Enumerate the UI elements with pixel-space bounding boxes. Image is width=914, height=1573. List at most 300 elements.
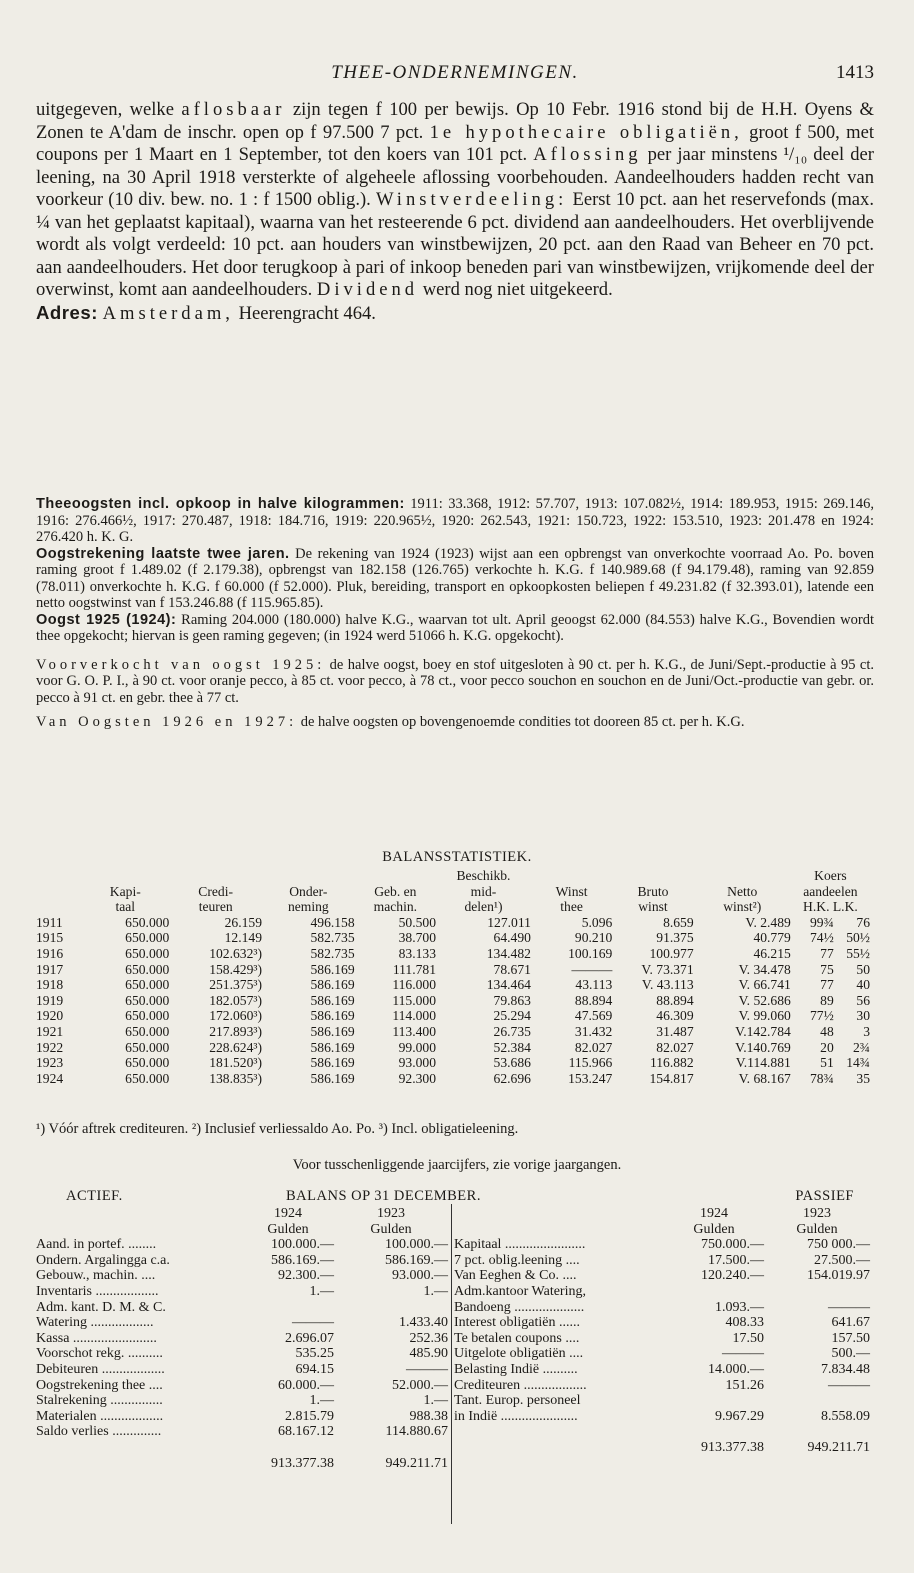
- year-header: 1924: [274, 1206, 302, 1221]
- amount-cell: 17.50: [732, 1330, 764, 1346]
- item-label: Stalrekening ...............: [36, 1393, 163, 1409]
- table-cell: 48: [820, 1023, 834, 1039]
- table-cell: 650.000: [125, 914, 170, 930]
- page-title: THEE-ONDERNEMINGEN.: [331, 62, 579, 83]
- table-cell: 31.432: [574, 1023, 613, 1039]
- table-cell: 172.060³): [209, 1008, 262, 1024]
- table-cell: 650.000: [125, 992, 170, 1008]
- unit-header: Gulden: [267, 1221, 309, 1237]
- amount-cell: 100.000.—: [385, 1237, 448, 1253]
- table-cell: V. 99.060: [738, 1008, 791, 1024]
- column-header: winst²): [723, 899, 762, 915]
- table-cell: 134.482: [486, 945, 531, 961]
- column-header: [81, 868, 169, 884]
- table-cell: 77: [820, 977, 834, 993]
- table-cell: 5.096: [581, 914, 613, 930]
- item-label: Van Eeghen & Co. ....: [454, 1268, 577, 1284]
- address-city: Amsterdam,: [102, 302, 234, 324]
- year-cell: 1918: [36, 977, 64, 993]
- amount-cell: 988.38: [409, 1408, 448, 1424]
- column-header: taal: [115, 899, 136, 915]
- column-header: Netto: [727, 883, 758, 899]
- future-harvest-paragraph: [36, 714, 874, 731]
- amount-cell: 114.880.67: [385, 1424, 448, 1440]
- table-cell: 650.000: [125, 1070, 170, 1086]
- text-span: groot f 500, met coupons per 1 Maart en 1 September, tot den koers van 101 pct.: [36, 121, 874, 165]
- text-span: per jaar minstens ¹/₁₀ deel der leening, na 30 April 1918 versterkte of algeheele aflossing voorbehouden. Aandeelhouders hadden recht van voorkeur (10 div. bew. no. 1 : f 1500 oblig.).: [36, 144, 874, 210]
- amount-cell: 7.834.48: [821, 1361, 870, 1377]
- column-header: delen¹): [464, 899, 503, 915]
- column-header: teuren: [198, 899, 233, 915]
- amount-cell: 100.000.—: [271, 1237, 334, 1253]
- amount-cell: 2.696.07: [285, 1330, 334, 1346]
- table-cell: 50½: [846, 930, 870, 946]
- amount-cell: [664, 1393, 764, 1409]
- amount-cell: 535.25: [295, 1346, 334, 1362]
- table-cell: 46.309: [656, 1008, 694, 1024]
- table-row: [36, 1237, 448, 1253]
- year-header: 1924: [700, 1206, 728, 1221]
- table-row: [454, 1409, 870, 1425]
- header-row: [36, 868, 870, 884]
- header-row: [36, 1222, 448, 1238]
- running-header: [36, 62, 874, 86]
- table-cell: V. 34.478: [738, 961, 791, 977]
- item-label: in Indië ......................: [454, 1408, 578, 1424]
- amount-cell: 27.500.—: [814, 1252, 870, 1268]
- spaced-term: Voorverkocht van oogst 1925:: [36, 656, 326, 673]
- amount-cell: 500.—: [831, 1346, 870, 1362]
- amount-cell: 252.36: [409, 1330, 448, 1346]
- total-row: [454, 1440, 870, 1456]
- text-span: zijn tegen: [285, 99, 376, 120]
- blank-cell: [454, 1222, 664, 1238]
- table-cell: 138.835³): [209, 1070, 262, 1086]
- table-cell: 3: [863, 1023, 870, 1039]
- footnotes: ¹) Vóór aftrek crediteuren. ²) Inclusief verliessaldo Ao. Po. ³) Incl. obligatieleening.: [36, 1121, 519, 1137]
- table-cell: 77: [820, 945, 834, 961]
- column-header: [36, 884, 81, 900]
- table-row: [454, 1378, 870, 1394]
- table-cell: 82.027: [574, 1039, 613, 1055]
- assets-table: [36, 1206, 448, 1471]
- table-cell: 251.375³): [209, 977, 262, 993]
- liabilities-table: [454, 1206, 870, 1456]
- table-cell: V. 73.371: [641, 961, 694, 977]
- column-header: mid-: [470, 883, 497, 899]
- table-cell: 40: [856, 977, 870, 993]
- amount-cell: [664, 1284, 764, 1300]
- item-label: Bandoeng ....................: [454, 1299, 585, 1315]
- total-cell: 913.377.38: [271, 1455, 334, 1471]
- table-cell: 586.169: [310, 977, 355, 993]
- blank-cell: [454, 1440, 664, 1456]
- table-cell: 100.169: [568, 945, 613, 961]
- table-cell: 496.158: [310, 914, 355, 930]
- balance-title: BALANS OP 31 DECEMBER.: [286, 1188, 481, 1204]
- amount-cell: 68.167.12: [278, 1424, 334, 1440]
- item-label: Oogstrekening thee ....: [36, 1377, 163, 1393]
- table-row: [36, 1300, 448, 1316]
- total-cell: 949.211.71: [807, 1439, 870, 1455]
- table-cell: 586.169: [310, 1055, 355, 1071]
- table-row: [36, 1040, 870, 1056]
- table-cell: 90.210: [574, 930, 613, 946]
- amount-cell: 92.300.—: [278, 1268, 334, 1284]
- table-cell: 78¾: [809, 1070, 834, 1086]
- amount-cell: 8.558.09: [821, 1408, 870, 1424]
- table-cell: 75: [820, 961, 834, 977]
- table-cell: 582.735: [310, 945, 355, 961]
- table-row: [36, 962, 870, 978]
- total-cell: 913.377.38: [701, 1439, 764, 1455]
- item-label: Ondern. Argalingga c.a.: [36, 1252, 170, 1268]
- table-cell: 8.659: [663, 914, 694, 930]
- total-row: [36, 1456, 448, 1472]
- item-label: Gebouw., machin. ....: [36, 1268, 156, 1284]
- amount-cell: 1.—: [423, 1283, 448, 1299]
- column-header: [694, 868, 791, 884]
- column-header: [36, 899, 81, 915]
- table-cell: 76: [856, 914, 870, 930]
- table-cell: 14¾: [846, 1055, 870, 1071]
- item-label: Debiteuren ..................: [36, 1361, 165, 1377]
- year-cell: 1911: [36, 914, 63, 930]
- table-cell: 650.000: [125, 1055, 170, 1071]
- table-cell: 38.700: [398, 930, 437, 946]
- table-row: [36, 915, 870, 931]
- table-cell: 586.169: [310, 1023, 355, 1039]
- item-label: Kassa ........................: [36, 1330, 157, 1346]
- table-cell: 25.294: [493, 1008, 531, 1024]
- column-header: Beschikb.: [456, 868, 511, 883]
- item-label: Saldo verlies ..............: [36, 1424, 162, 1440]
- table-cell: 35: [856, 1070, 870, 1086]
- table-row: [36, 1284, 448, 1300]
- table-cell: 114.000: [392, 1008, 437, 1024]
- amount-cell: ———: [406, 1361, 448, 1377]
- harvest-account-paragraph: [36, 546, 874, 612]
- column-header: Koers: [814, 868, 847, 883]
- table-cell: 26.159: [224, 914, 262, 930]
- item-label: Interest obligatiën ......: [454, 1315, 580, 1331]
- column-header: Onder-: [289, 883, 328, 899]
- spacer-cell: [454, 1424, 664, 1440]
- amount-cell: 2.815.79: [285, 1408, 334, 1424]
- item-label: Adm. kant. D. M. & C.: [36, 1299, 166, 1315]
- amount-cell: 641.67: [831, 1315, 870, 1331]
- item-label: 7 pct. oblig.leening ....: [454, 1252, 580, 1268]
- table-cell: V.142.784: [735, 1023, 791, 1039]
- column-header: Credi-: [198, 883, 234, 899]
- spacer-row: [36, 1440, 448, 1456]
- table-cell: V. 43.113: [641, 977, 694, 993]
- text-span: werd nog niet uitgekeerd.: [418, 279, 613, 300]
- table-cell: 31.487: [656, 1023, 694, 1039]
- table-cell: ———: [571, 961, 613, 977]
- item-label: Crediteuren ..................: [454, 1377, 587, 1393]
- table-cell: 116.000: [392, 977, 437, 993]
- item-label: Uitgelote obligatiën ....: [454, 1346, 584, 1362]
- column-header: winst: [638, 899, 668, 915]
- table-cell: 43.113: [575, 977, 613, 993]
- table-cell: 586.169: [310, 961, 355, 977]
- table-row: [36, 1024, 870, 1040]
- table-cell: 20: [820, 1039, 834, 1055]
- table-cell: 89: [820, 992, 834, 1008]
- text-span: De rekening van 1924 (1923) wijst aan een opbrengst van onverkochte voorraad Ao. Po. boven raming groot f 1.489.02 (f 2.179.38), opbrengst van 182.158 (126.765) verkochte h. K.G. f 140.989.68 (f 94.179.48), raming van 92.859 (78.011) onverkochte h. K.G. f 60.000 (f 52.000). Pluk, bereiding, transport en opkoopkosten beliepen f 49.231.82 (f 32.393.01), latende een netto oogstwinst van f 153.246.88 (f 115.965.85).: [36, 545, 874, 611]
- year-cell: 1915: [36, 930, 64, 946]
- table-row: [454, 1315, 870, 1331]
- amount-cell: 60.000.—: [278, 1377, 334, 1393]
- page-number: 1413: [836, 62, 874, 83]
- table-row: [36, 1393, 448, 1409]
- year-cell: 1919: [36, 992, 64, 1008]
- item-label: Belasting Indië ..........: [454, 1361, 578, 1377]
- table-row: [36, 930, 870, 946]
- table-cell: 182.057³): [209, 992, 262, 1008]
- table-row: [36, 1071, 870, 1087]
- amount-cell: 157.50: [831, 1330, 870, 1346]
- table-cell: 586.169: [310, 1070, 355, 1086]
- table-cell: 181.520³): [209, 1055, 262, 1071]
- table-row: [36, 1315, 448, 1331]
- table-cell: 88.894: [574, 992, 613, 1008]
- year-cell: 1923: [36, 1055, 64, 1071]
- table-cell: 92.300: [398, 1070, 437, 1086]
- table-cell: 100.977: [649, 945, 694, 961]
- table-cell: 55½: [846, 945, 870, 961]
- table-row: [36, 1008, 870, 1024]
- table-cell: 217.893³): [209, 1023, 262, 1039]
- table-cell: 50: [856, 961, 870, 977]
- table-row: [36, 1268, 448, 1284]
- table-cell: 99¾: [809, 914, 834, 930]
- assets-label: ACTIEF.: [66, 1188, 123, 1204]
- table-row: [454, 1331, 870, 1347]
- column-header: Bruto: [637, 883, 669, 899]
- amount-cell: ———: [828, 1377, 870, 1393]
- amount-cell: 750 000.—: [807, 1237, 870, 1253]
- table-cell: V. 68.167: [738, 1070, 791, 1086]
- amount-cell: 586.169.—: [385, 1252, 448, 1268]
- table-cell: 82.027: [656, 1039, 694, 1055]
- balance-statistics-table: [36, 868, 870, 1086]
- table-row: [36, 1378, 448, 1394]
- table-cell: 650.000: [125, 977, 170, 993]
- table-row: [36, 1331, 448, 1347]
- table-cell: 99.000: [398, 1039, 437, 1055]
- spaced-term: 1e hypothecaire obligatiën,: [429, 121, 743, 143]
- year-header: 1923: [803, 1206, 831, 1221]
- year-cell: 1921: [36, 1023, 64, 1039]
- table-cell: 586.169: [310, 992, 355, 1008]
- amount-cell: ———: [828, 1299, 870, 1315]
- table-cell: 2¾: [853, 1039, 870, 1055]
- table-cell: 650.000: [125, 1039, 170, 1055]
- column-header: [531, 868, 612, 884]
- text-span: Raming 204.000 (180.000) halve K.G., waarvan tot ult. April geoogst 62.000 (84.553) halve K.G., Bovendien wordt thee opgekocht; hiervan is geen raming gegeven; (in 1924 werd 51066 h. K.G. opgekocht).: [36, 611, 874, 644]
- address-line: [36, 302, 874, 326]
- table-cell: 650.000: [125, 945, 170, 961]
- amount-cell: 694.15: [295, 1361, 334, 1377]
- column-header: Geb. en: [374, 883, 417, 899]
- spaced-term: Winstverdeeling:: [375, 189, 568, 210]
- table-cell: 586.169: [310, 1039, 355, 1055]
- amount-cell: 750.000.—: [701, 1237, 764, 1253]
- amount-cell: [764, 1284, 870, 1300]
- text-span: 1911: 33.368, 1912: 57.707, 1913: 107.082½, 1914: 189.953, 1915: 269.146, 1916: 276.466½, 1917: 270.487, 1918: 184.716, 1919: 220.965½, 1920: 262.543, 1921: 150.723, 1922: 153.510, 1923: 201.478 en 1924: 276.420 h. K. G.: [36, 496, 874, 545]
- table-row: [454, 1362, 870, 1378]
- spaced-term: aflosbaar: [181, 99, 286, 120]
- column-header: aandeelen: [803, 883, 858, 899]
- section-label: Oogstrekening laatste twee jaren.: [36, 545, 290, 562]
- column-header: neming: [287, 899, 329, 915]
- table-cell: 650.000: [125, 1023, 170, 1039]
- table-cell: 111.781: [392, 961, 437, 977]
- main-text: [36, 99, 874, 325]
- table-cell: 116.882: [649, 1055, 694, 1071]
- table-row: [36, 1055, 870, 1071]
- table-row: [36, 977, 870, 993]
- table-row: [36, 946, 870, 962]
- header-row: [454, 1222, 870, 1238]
- table-cell: 64.490: [493, 930, 531, 946]
- table-row: [36, 1362, 448, 1378]
- text-span: uitgegeven, welke: [36, 99, 182, 120]
- table-cell: 62.696: [493, 1070, 531, 1086]
- table-cell: 650.000: [125, 930, 170, 946]
- amount-cell: 17.500.—: [708, 1252, 764, 1268]
- table-row: [454, 1268, 870, 1284]
- table-cell: 228.624³): [209, 1039, 262, 1055]
- column-header: thee: [560, 899, 583, 915]
- item-label: Te betalen coupons ....: [454, 1330, 580, 1346]
- table-cell: 56: [856, 992, 870, 1008]
- amount-cell: [764, 1393, 870, 1409]
- table-cell: 88.894: [656, 992, 694, 1008]
- table-cell: 115.000: [392, 992, 437, 1008]
- table-row: [454, 1393, 870, 1409]
- table-cell: 83.133: [398, 945, 437, 961]
- table-cell: 52.384: [493, 1039, 531, 1055]
- section-label: Theeoogsten incl. opkoop in halve kilogrammen:: [36, 496, 405, 512]
- table-cell: 40.779: [753, 930, 791, 946]
- column-header: Winst: [555, 883, 588, 899]
- item-label: Watering ..................: [36, 1315, 154, 1331]
- column-header: Kapi-: [109, 883, 141, 899]
- column-header: machin.: [373, 899, 418, 915]
- column-header: [355, 868, 436, 884]
- spaced-term: Van Oogsten 1926 en 1927:: [36, 714, 298, 730]
- liabilities-label: PASSIEF: [795, 1188, 854, 1204]
- year-cell: 1924: [36, 1070, 64, 1086]
- blank-cell: [454, 1206, 664, 1222]
- table-cell: 78.671: [493, 961, 531, 977]
- text-span: f 100 per bewijs. Op 10 Febr. 1916 stond bij de H.H. Oyens & Zonen te A'dam de inschr. open op f 97.500 7 pct.: [36, 99, 875, 143]
- harvest-1925-paragraph: [36, 612, 874, 645]
- harvest-section: [36, 496, 874, 731]
- spaced-term: Aflossing: [533, 144, 642, 165]
- presold-paragraph: [36, 657, 874, 707]
- table-row: [36, 993, 870, 1009]
- amount-cell: [334, 1300, 448, 1316]
- table-cell: 127.011: [487, 914, 531, 930]
- column-header: [36, 868, 81, 884]
- table-row: [454, 1253, 870, 1269]
- amount-cell: 1.—: [309, 1393, 334, 1409]
- amount-cell: [242, 1300, 334, 1316]
- table-cell: 91.375: [656, 930, 694, 946]
- table-cell: V.140.769: [735, 1039, 791, 1055]
- table-cell: 115.966: [568, 1055, 613, 1071]
- table-cell: 582.735: [310, 930, 355, 946]
- amount-cell: 485.90: [409, 1346, 448, 1362]
- column-header: H.K. L.K.: [803, 899, 858, 915]
- year-cell: 1917: [36, 961, 64, 977]
- table-row: [454, 1284, 870, 1300]
- unit-header: Gulden: [796, 1221, 838, 1237]
- table-cell: 26.735: [493, 1023, 531, 1039]
- balance-header: [36, 1188, 874, 1206]
- table-cell: 53.686: [493, 1055, 531, 1071]
- amount-cell: 154.019.97: [807, 1268, 870, 1284]
- spaced-term: Dividend: [316, 279, 419, 300]
- table-row: [454, 1300, 870, 1316]
- table-row: [36, 1424, 448, 1440]
- table-cell: 650.000: [125, 1008, 170, 1024]
- balance-divider: [451, 1204, 452, 1524]
- previous-years-note: Voor tusschenliggende jaarcijfers, zie vorige jaargangen.: [292, 1157, 622, 1173]
- table-cell: V. 52.686: [738, 992, 791, 1008]
- table-cell: 650.000: [125, 961, 170, 977]
- address-street: Heerengracht 464.: [233, 302, 376, 324]
- unit-header: Gulden: [693, 1221, 735, 1237]
- amount-cell: 408.33: [725, 1315, 764, 1331]
- table-row: [36, 1409, 448, 1425]
- blank-cell: [36, 1222, 242, 1238]
- amount-cell: 1.093.—: [715, 1299, 764, 1315]
- spacer-row: [454, 1424, 870, 1440]
- table-cell: 74½: [809, 930, 834, 946]
- header-row: [36, 899, 870, 915]
- amount-cell: 151.26: [725, 1377, 764, 1393]
- amount-cell: 586.169.—: [271, 1252, 334, 1268]
- total-cell: 949.211.71: [385, 1455, 448, 1471]
- table-cell: 134.464: [486, 977, 531, 993]
- table-row: [454, 1346, 870, 1362]
- paragraph-terms: [36, 99, 874, 302]
- table-cell: 79.863: [493, 992, 531, 1008]
- table-cell: V. 2.489: [745, 914, 791, 930]
- amount-cell: 9.967.29: [715, 1408, 764, 1424]
- table-row: [36, 1253, 448, 1269]
- column-header: [262, 868, 355, 884]
- item-label: Adm.kantoor Watering,: [454, 1283, 586, 1299]
- spacer-cell: [36, 1440, 242, 1456]
- amount-cell: ———: [292, 1315, 334, 1331]
- item-label: Aand. in portef. ........: [36, 1237, 157, 1253]
- table-cell: 102.632³): [209, 945, 262, 961]
- table-cell: 154.817: [649, 1070, 694, 1086]
- blank-cell: [36, 1456, 242, 1472]
- amount-cell: 52.000.—: [392, 1377, 448, 1393]
- unit-header: Gulden: [370, 1221, 412, 1237]
- year-cell: 1916: [36, 945, 64, 961]
- amount-cell: 120.240.—: [701, 1268, 764, 1284]
- balance-statistics-title: BALANSSTATISTIEK.: [382, 849, 532, 865]
- year-header: 1923: [377, 1206, 405, 1221]
